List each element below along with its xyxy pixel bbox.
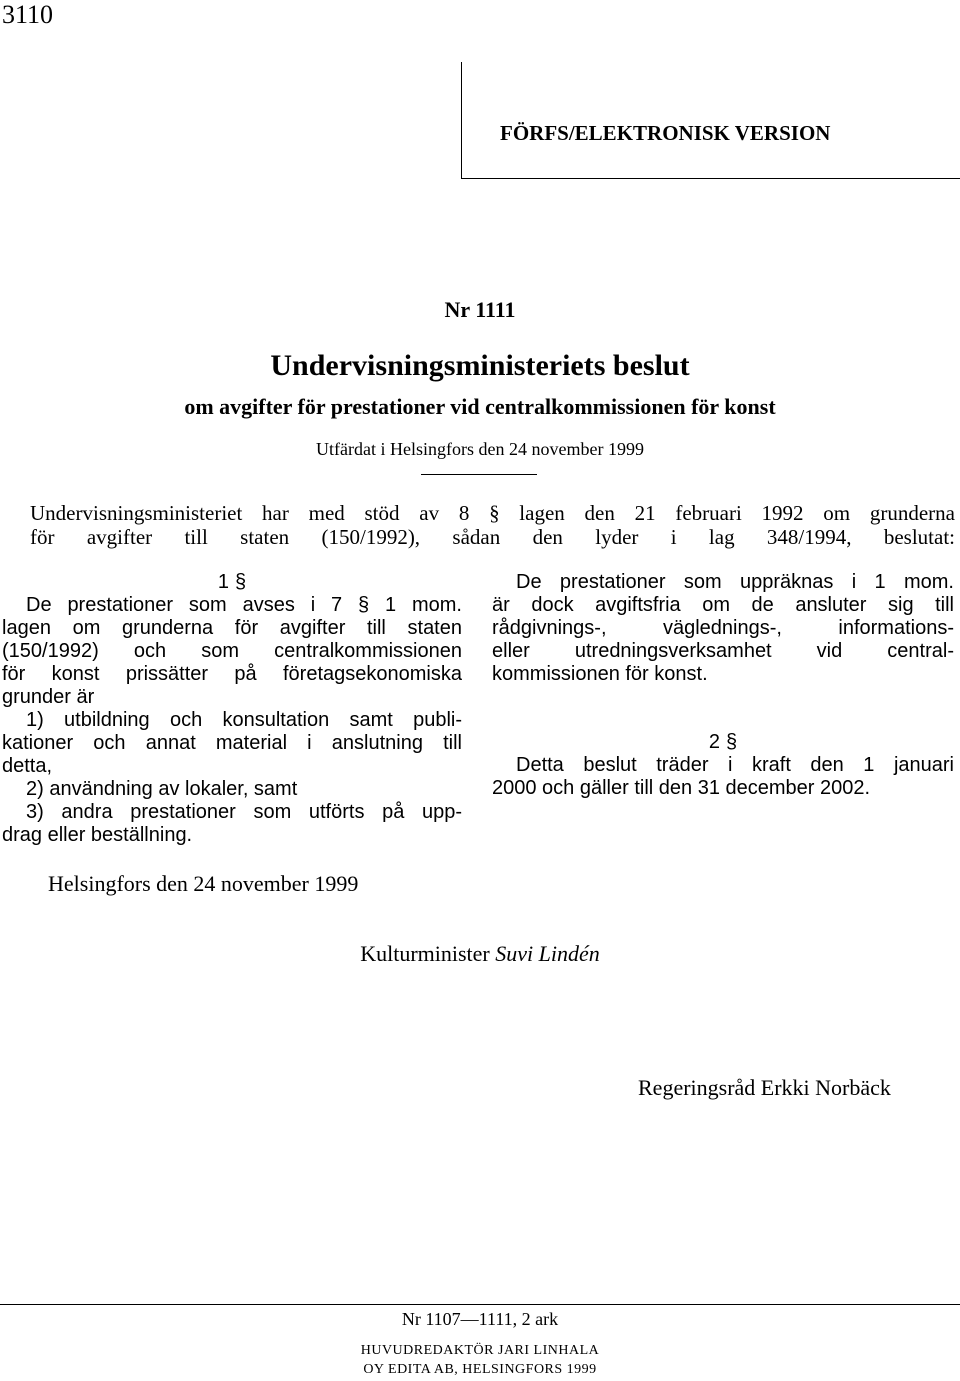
section-2-line: 2000 och gäller till den 31 december 2002.: [492, 777, 871, 799]
preamble: [30, 501, 955, 549]
minister-title: Kulturminister: [360, 941, 490, 966]
place-date: Helsingfors den 24 november 1999: [48, 871, 359, 896]
list-item-2-line: 2) användning av lokaler, samt: [26, 778, 298, 800]
section-2-number: 2: [708, 731, 720, 753]
decree-subtitle: om avgifter för prestationer vid centralkommissionen för konst: [184, 394, 776, 419]
section-1-line: för konst prissätter på företagsekonomiska: [2, 663, 462, 685]
section-2-heading: [492, 731, 954, 754]
continuation-line: är dock avgiftsfria om de ansluter sig till: [492, 594, 954, 616]
decree-number: Nr 1111: [444, 297, 516, 322]
page-number: 3110: [2, 0, 54, 29]
list-item-1-line: 1) utbildning och konsultation samt publi-: [26, 709, 462, 731]
decree-title: Undervisningsministeriets beslut: [270, 349, 690, 382]
left-column: [2, 571, 462, 847]
title-divider: [421, 474, 537, 475]
section-1-line: De prestationer som avses i 7 § 1 mom.: [26, 594, 462, 616]
section-1-number: 1: [217, 571, 229, 593]
issued-line: Utfärdat i Helsingfors den 24 november 1999: [316, 439, 644, 459]
list-item-1-line: detta,: [2, 755, 53, 777]
right-column: [492, 571, 954, 800]
section-symbol: §: [235, 571, 247, 593]
publisher-line: OY EDITA AB, HELSINGFORS 1999: [363, 1362, 597, 1377]
section-1-line: grunder är: [2, 686, 95, 708]
sheet-reference: Nr 1107—1111, 2 ark: [401, 1309, 559, 1329]
minister-name: Suvi Lindén: [495, 941, 600, 966]
list-item-3-line: 3) andra prestationer som utförts på upp-: [26, 801, 462, 823]
list-item-3-line: drag eller beställning.: [2, 824, 193, 846]
counsellor-signature: Regeringsråd Erkki Norbäck: [638, 1075, 891, 1100]
section-1-line: (150/1992) och som centralkommissionen: [2, 640, 462, 662]
minister-signature: [0, 941, 960, 967]
version-box: [461, 62, 960, 179]
section-1-heading: [2, 571, 462, 594]
continuation-line: rådgivnings-, väglednings-, informations-: [492, 617, 954, 639]
section-2-line: Detta beslut träder i kraft den 1 januari: [516, 754, 954, 776]
preamble-line: för avgifter till staten (150/1992), sådan den lyder i lag 348/1994, beslutat:: [30, 525, 955, 549]
footer-divider: [0, 1304, 960, 1305]
editor-line: HUVUDREDAKTÖR JARI LINHALA: [360, 1343, 600, 1358]
section-1-line: lagen om grunderna för avgifter till staten: [2, 617, 462, 639]
continuation-line: De prestationer som uppräknas i 1 mom.: [516, 571, 954, 593]
section-symbol: §: [726, 731, 738, 753]
continuation-line: kommissionen för konst.: [492, 663, 708, 685]
preamble-line: Undervisningsministeriet har med stöd av 8 § lagen den 21 februari 1992 om grunderna: [30, 501, 955, 525]
list-item-1-line: kationer och annat material i anslutning till: [2, 732, 462, 754]
continuation-line: eller utredningsverksamhet vid central-: [492, 640, 954, 662]
version-label: FÖRFS/ELEKTRONISK VERSION: [500, 121, 831, 145]
section-gap: [492, 686, 954, 731]
